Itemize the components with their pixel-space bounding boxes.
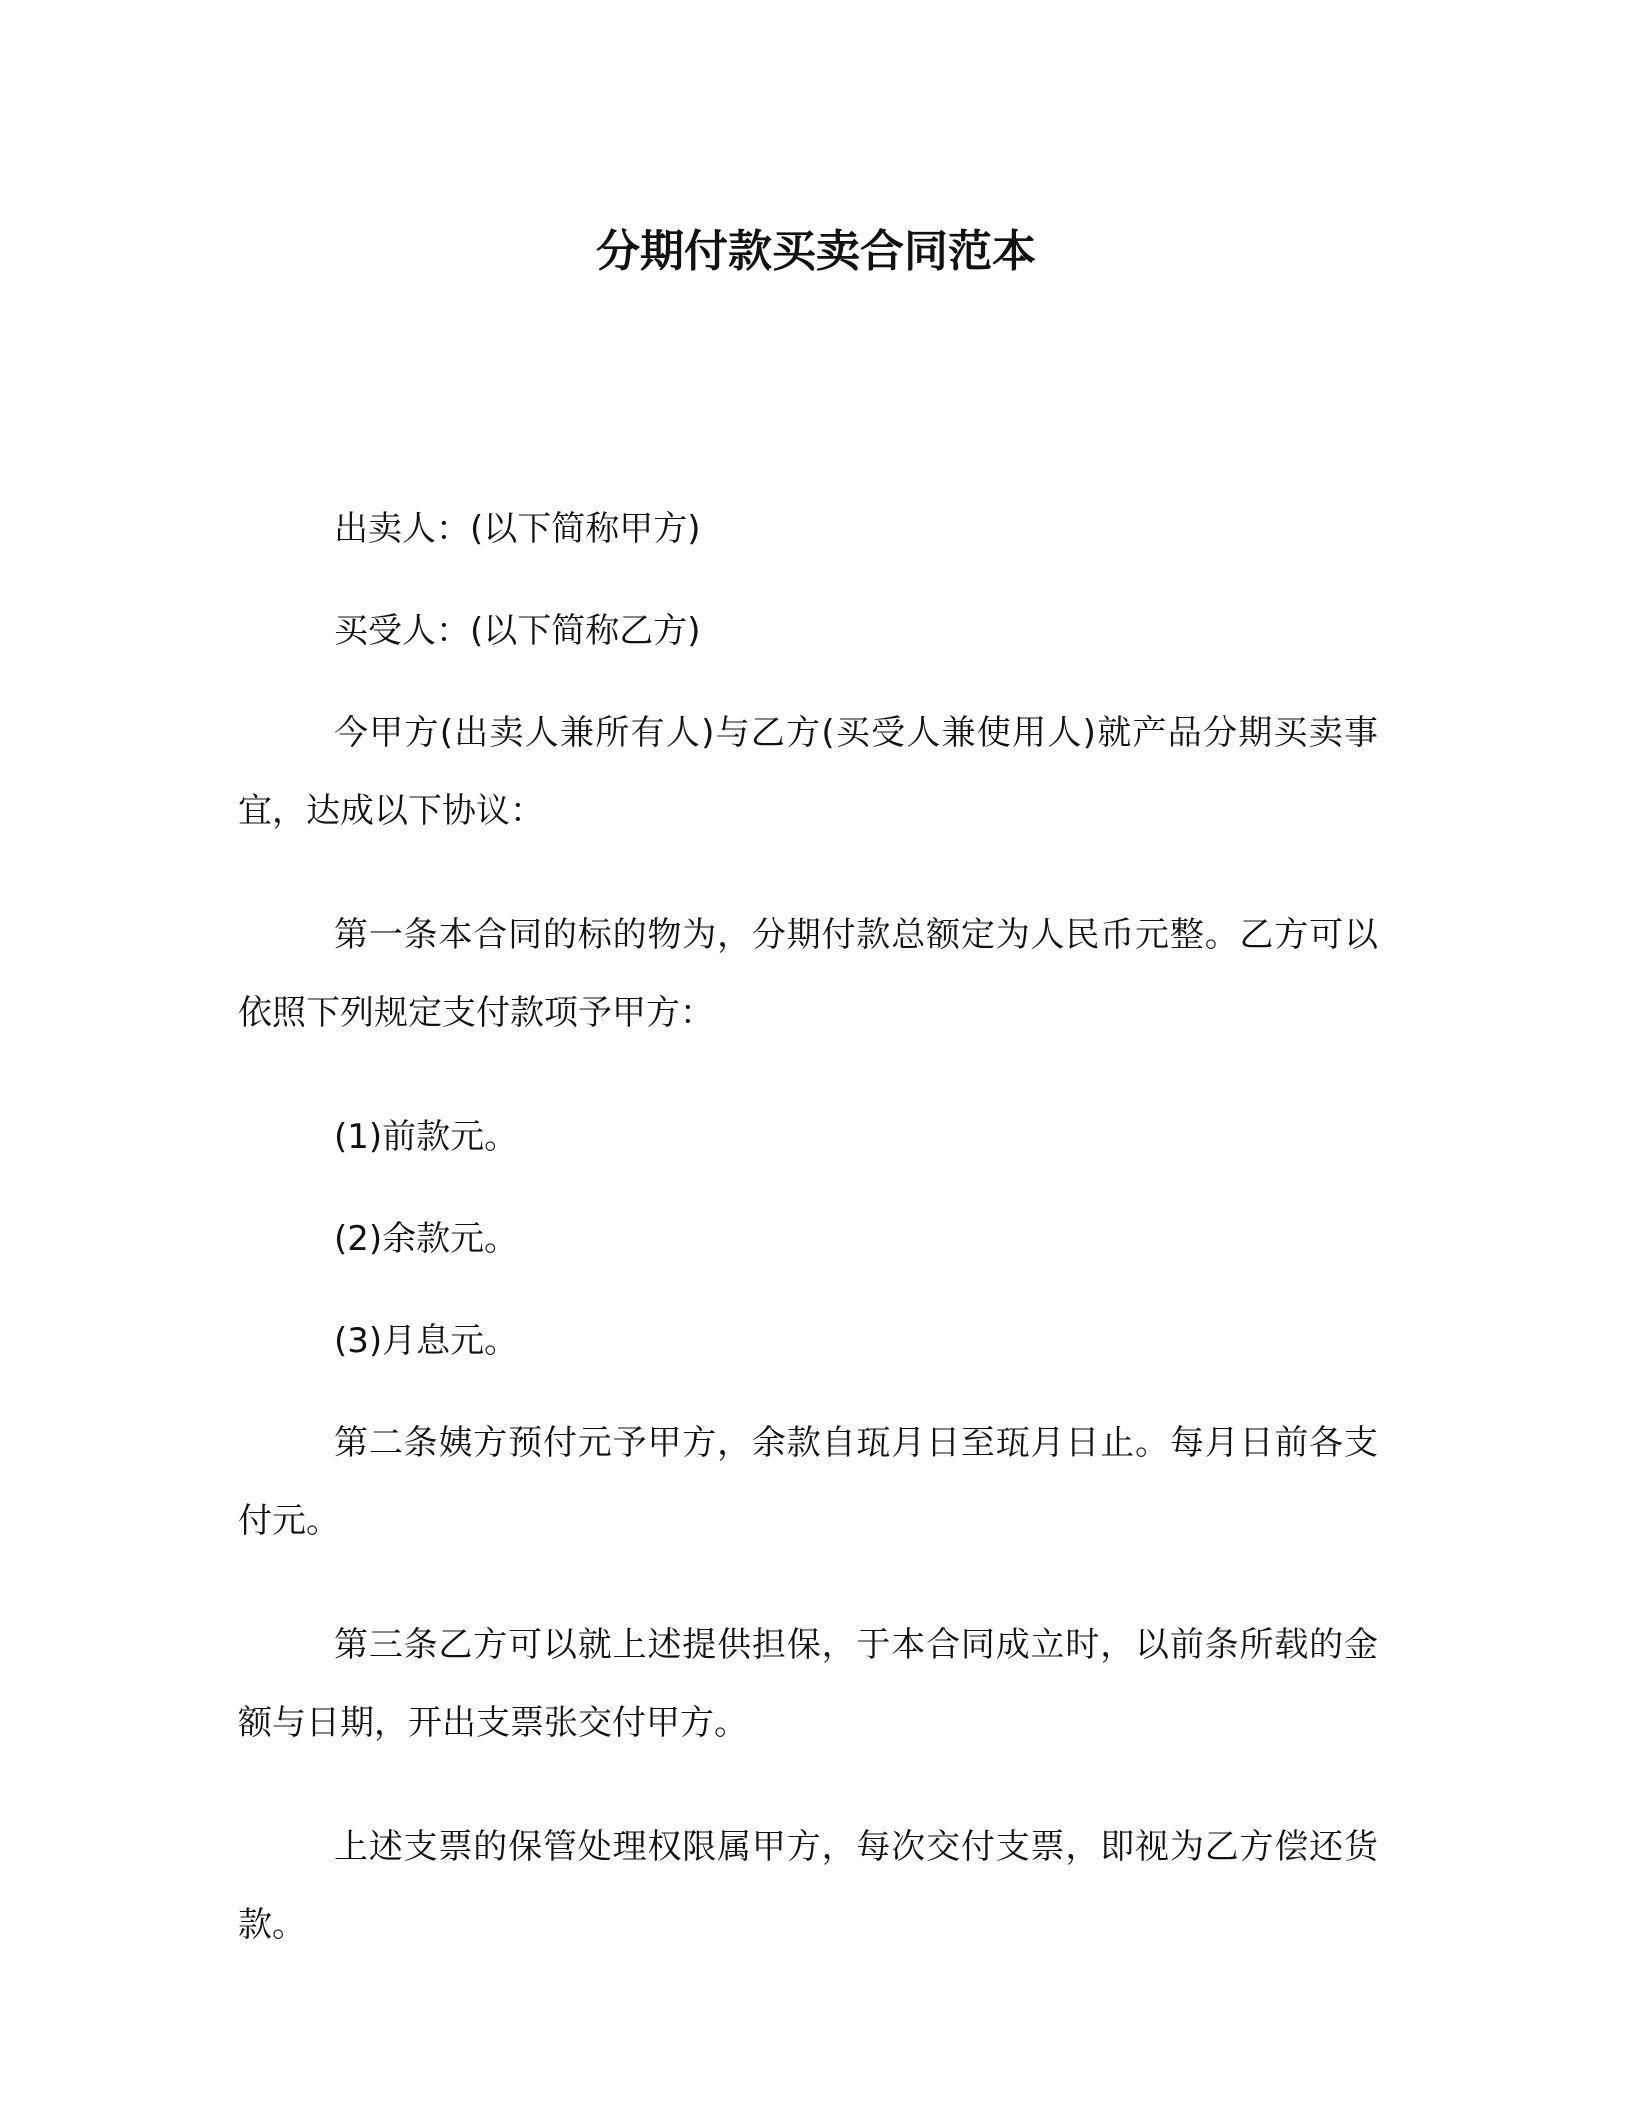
agreement-intro: 今甲方(出卖人兼所有人)与乙方(买受人兼使用人)就产品分期买卖事宜，达成以下协议： [238, 713, 1378, 831]
article-1: 第一条本合同的标的物为，分期付款总额定为人民币元整。乙方可以依照下列规定支付款项予甲方： [238, 915, 1378, 1033]
buyer-line: 买受人：(以下简称乙方) [334, 611, 701, 651]
payment-item-1: (1)前款元。 [334, 1117, 519, 1157]
seller-line: 出卖人：(以下简称甲方) [334, 509, 701, 549]
document-title: 分期付款买卖合同范本 [596, 226, 1036, 277]
article-3: 第三条乙方可以就上述提供担保，于本合同成立时，以前条所载的金额与日期，开出支票张交付甲方。 [238, 1625, 1378, 1743]
payment-item-3: (3)月息元。 [334, 1321, 519, 1361]
document-body [238, 490, 1378, 2010]
cheque-clause: 上述支票的保管处理权限属甲方，每次交付支票，即视为乙方偿还货款。 [238, 1827, 1378, 1945]
article-2: 第二条姨方预付元予甲方，余款自珁月日至珁月日止。每月日前各支付元。 [238, 1423, 1378, 1541]
payment-item-2: (2)余款元。 [334, 1219, 519, 1259]
